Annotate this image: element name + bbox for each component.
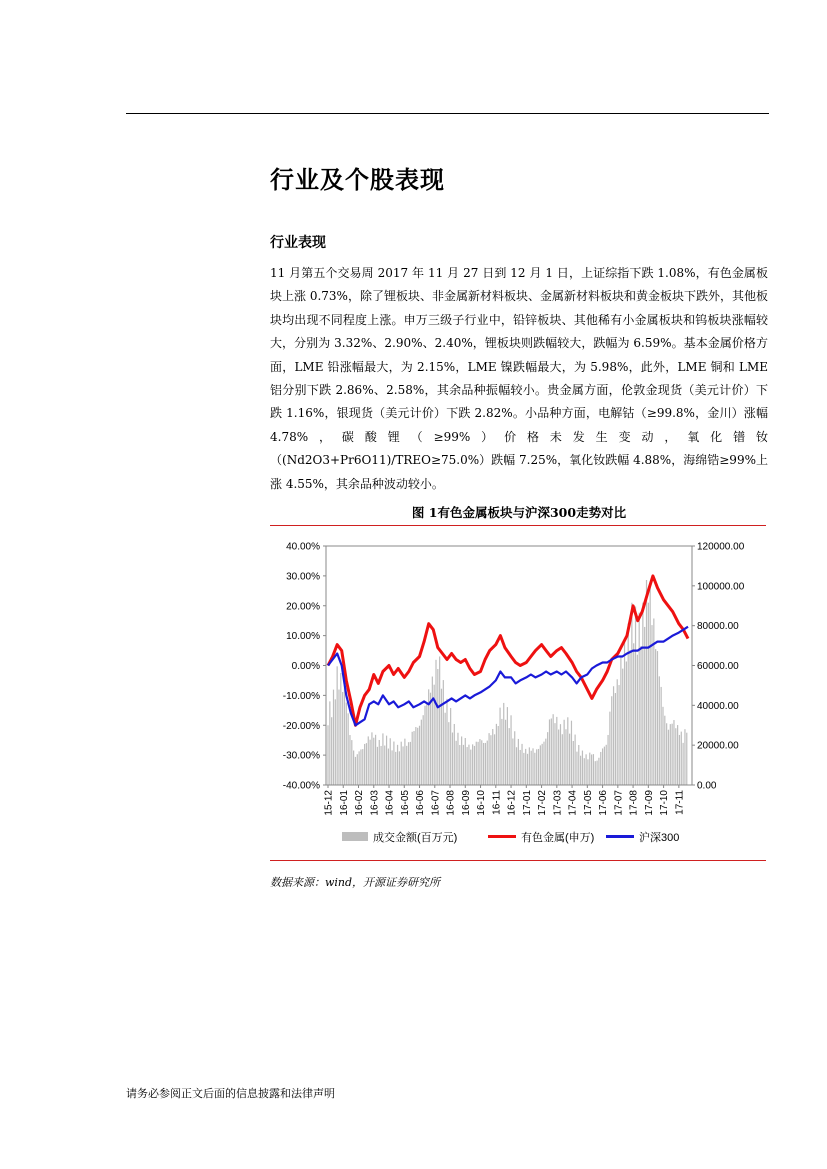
volume-bar [348,713,349,785]
volume-bar [474,746,475,785]
volume-bar [404,739,405,785]
volume-bar [609,712,610,785]
volume-bar [644,627,645,785]
volume-bar [666,723,667,785]
volume-bar [450,708,451,785]
volume-bar [370,740,371,785]
volume-bar [554,723,555,785]
volume-bar [459,745,460,785]
volume-bar [591,755,592,785]
volume-bar [503,703,504,785]
section-title: 行业及个股表现 [270,165,445,194]
volume-bar [684,729,685,785]
volume-bar [675,728,676,785]
x-tick-label: 17-09 [643,790,655,816]
volume-bar [593,754,594,785]
volume-bar [582,751,583,785]
volume-bar [633,643,634,785]
chart-plot-area [327,576,688,785]
volume-bar [390,738,391,785]
volume-bar [637,655,638,785]
volume-bar [470,750,471,785]
volume-bar [681,732,682,785]
volume-bar [483,743,484,785]
volume-bar [683,743,684,785]
volume-bar [670,724,671,785]
volume-bar [595,761,596,785]
volume-bar [509,728,510,785]
x-tick-label: 16-04 [384,790,396,816]
y-left-tick-label: 40.00% [286,541,320,553]
x-tick-label: 17-04 [567,790,579,816]
volume-bar [635,606,636,785]
x-tick-label: 16-01 [338,790,350,816]
volume-bar [646,580,647,785]
x-tick-label: 17-10 [659,790,671,816]
figure-caption: 图 1有色金属板块与沪深300走势对比 [411,505,627,520]
volume-bar [512,738,513,785]
volume-bar [421,720,422,785]
volume-bar [584,758,585,785]
volume-bar [677,725,678,785]
volume-bar [355,757,356,785]
volume-bar [492,729,493,785]
volume-bar [523,753,524,785]
volume-bar [558,730,559,785]
volume-bar [426,703,427,785]
volume-bar [573,741,574,785]
volume-bar [395,752,396,785]
x-tick-label: 17-06 [598,790,610,816]
volume-bar [596,761,597,785]
volume-bar [562,734,563,785]
volume-bar [435,660,436,785]
figure-rule-top [270,525,766,526]
volume-bar [327,725,328,785]
y-left-tick-label: 20.00% [286,601,320,613]
y-right-tick-label: 20000.00 [697,740,739,752]
volume-bar [587,759,588,785]
volume-bar [551,718,552,785]
volume-bar [485,743,486,785]
x-tick-label: 16-07 [430,790,442,816]
x-tick-label: 16-02 [354,790,366,816]
y-left-tick-label: -20.00% [282,720,320,732]
volume-bar [626,661,627,785]
volume-bar [521,744,522,785]
volume-bar [412,732,413,785]
volume-bar [617,679,618,785]
volume-bar [547,732,548,785]
volume-bar [501,719,502,785]
volume-bar [668,730,669,785]
volume-bar [406,746,407,785]
volume-bar [589,753,590,785]
y-left-tick-label: -40.00% [282,780,320,792]
y-right-tick-label: 100000.00 [697,581,745,593]
legend-label: 成交金额(百万元) [373,832,458,844]
volume-bar [556,717,557,785]
volume-bar [549,719,550,785]
volume-bar [424,706,425,785]
volume-bar [366,743,367,785]
chart [270,528,766,858]
volume-bar [611,696,612,785]
volume-bar [353,750,354,785]
volume-bar [575,735,576,785]
volume-bar [629,650,630,785]
volume-bar [662,707,663,785]
volume-bar [397,745,398,785]
y-left-tick-label: -30.00% [282,750,320,762]
volume-bar [580,756,581,785]
volume-bar [538,749,539,785]
subsection-title: 行业表现 [270,235,326,251]
volume-bar [507,707,508,785]
volume-bar [648,603,649,785]
volume-bar [331,717,332,785]
volume-bar [380,746,381,785]
volume-bar [679,735,680,785]
volume-bar [542,744,543,785]
x-tick-label: 17-01 [521,790,533,816]
volume-bar [520,750,521,785]
volume-bar [415,727,416,785]
volume-bar [456,741,457,785]
figure-rule-bottom [270,860,766,861]
volume-bar [379,740,380,785]
volume-bar [490,735,491,785]
x-tick-label: 16-11 [491,790,503,815]
x-tick-label: 17-07 [613,790,625,816]
volume-bar [487,741,488,785]
volume-bar [569,734,570,785]
y-left-tick-label: 0.00% [291,661,320,672]
volume-bar [467,747,468,785]
volume-bar [664,716,665,785]
y-right-tick-label: 40000.00 [697,700,739,712]
y-left-tick-label: 30.00% [286,571,320,583]
volume-bar [423,715,424,785]
volume-bar [586,754,587,785]
y-right-tick-label: 80000.00 [697,621,739,633]
volume-bar [481,740,482,785]
volume-bar [432,677,433,785]
volume-bar [391,750,392,785]
volume-bar [496,724,497,785]
volume-bar [454,724,455,785]
volume-bar [498,726,499,785]
y-left-tick-label: 10.00% [286,631,320,643]
volume-bar [613,686,614,785]
volume-bar [384,746,385,785]
volume-bar [410,742,411,785]
volume-bar [529,747,530,785]
volume-bar [553,714,554,785]
volume-bar [360,749,361,785]
volume-bar [536,749,537,785]
volume-bar [642,603,643,785]
volume-bar [578,745,579,785]
volume-bar [672,724,673,785]
volume-bar [478,742,479,785]
volume-bar [413,731,414,785]
volume-bar [457,733,458,785]
volume-bar [476,742,477,785]
volume-bar [430,693,431,785]
chart-legend [342,830,679,844]
volume-bar [494,734,495,785]
volume-bar [373,738,374,785]
y-right-tick-label: 120000.00 [697,541,745,553]
volume-bar [657,651,658,785]
x-tick-label: 16-10 [476,790,488,816]
volume-bar [631,603,632,785]
volume-bar [393,742,394,785]
volume-bar [351,740,352,785]
y-right-tick-label: 60000.00 [697,661,739,672]
volume-bar [401,742,402,785]
volume-bar [441,689,442,785]
volume-bar [576,752,577,785]
volume-bar [364,744,365,785]
footer-disclaimer: 请务必参阅正文后面的信息披露和法律声明 [126,1087,335,1100]
y-left-tick-label: -10.00% [282,690,320,702]
volume-bar [377,747,378,785]
volume-bar [337,666,338,785]
volume-bar [505,720,506,785]
volume-bar [618,685,619,785]
volume-bar [443,680,444,785]
volume-bar [371,732,372,785]
volume-bar [560,724,561,785]
volume-bar [468,745,469,785]
volume-bar [639,613,640,785]
volume-bar [686,733,687,785]
volume-bar [402,746,403,785]
volume-bar [375,735,376,785]
x-tick-label: 16-03 [369,790,381,816]
volume-bar [368,736,369,785]
volume-bar [419,726,420,785]
volume-bar [651,625,652,785]
volume-bar [382,733,383,785]
volume-bar [472,744,473,785]
volume-bar [386,736,387,785]
body-paragraph: 11 月第五个交易周 2017 年 11 月 27 日到 12 月 1 日，上证综指下跌 1.08%，有色金属板块上涨 0.73%，除了锂板块、非金属新材料板块、金属新材料板块和黄金板块下跌外，其他板块均出现不同程度上涨。申万三级子行业中，铅锌板块、其他稀有小金属板块和钨板块涨幅较大，分别为 3.32%、2.90%、2.40%，锂板块则跌幅较大，跌幅为 6.59%。基本金属价格方面，LME 铅涨幅最大，为 2.15%，LME 镍跌幅最大，为 5.98%，此外，LME 铜和 LME 铝分别下跌 2.86%、2.58%，其余品种振幅较小。贵金属方面，伦敦金现货（美元计价）下跌 1.16%，银现货（美元计价）下跌 2.82%。小品种方面，电解钴（≥99.8%，金川）涨幅 4.78%，碳酸锂（≥99%）价格未发生变动，氧化镨钕（(Nd2O3+Pr6O11)/TREO≥75.0%）跌幅 7.25%，氧化钕跌幅 4.88%，海绵锆≥99%上涨 4.55%，其余品种波动较小。 [270,266,768,491]
x-tick-label: 17-05 [582,790,594,816]
legend-swatch-volume [342,832,368,841]
x-tick-label: 17-03 [552,790,564,816]
volume-bar [359,751,360,785]
volume-bar [514,731,515,785]
volume-bar [357,754,358,785]
volume-bar [452,733,453,785]
x-tick-label: 17-08 [628,790,640,816]
x-tick-label: 16-08 [445,790,457,816]
volume-bar [445,713,446,785]
x-tick-label: 16-09 [460,790,472,816]
volume-bar [344,683,345,785]
x-tick-label: 16-06 [415,790,427,816]
volume-bar [362,749,363,785]
volume-bar [650,586,651,785]
volume-bar [620,658,621,785]
x-tick-label: 15-12 [323,790,335,816]
volume-bar [565,729,566,785]
x-tick-label: 17-11 [674,790,686,815]
volume-bar [534,753,535,785]
y-right-tick-label: 0.00 [697,780,717,792]
volume-bar [624,640,625,785]
volume-bar [446,699,447,785]
volume-bar [531,751,532,785]
volume-bar [417,728,418,785]
volume-bar [437,669,438,785]
volume-bar [655,649,656,785]
volume-bar [488,733,489,785]
volume-bar [661,687,662,785]
volume-bar [349,735,350,785]
x-tick-label: 16-05 [399,790,411,816]
volume-bar [335,699,336,785]
volume-bar [399,751,400,785]
volume-bar [615,693,616,785]
volume-bar [567,717,568,785]
volume-bar [525,749,526,785]
legend-label: 有色金属(申万) [521,832,595,844]
x-tick-label: 16-12 [506,790,518,816]
volume-bar [516,747,517,785]
volume-bar [628,624,629,785]
volume-bar [338,690,339,785]
header-rule [126,113,769,114]
volume-bar [564,720,565,785]
volume-bar [439,656,440,785]
volume-bar [346,703,347,785]
volume-bar [545,739,546,785]
volume-bar [465,738,466,785]
volume-bar [607,735,608,785]
volume-bar [571,721,572,785]
volume-bar [408,742,409,785]
volume-bar [532,748,533,785]
volume-bar [606,745,607,785]
volume-bar [333,690,334,785]
volume-bar [540,745,541,785]
volume-bar [600,752,601,785]
volume-bar [604,747,605,785]
volume-bar [518,739,519,785]
volume-bar [640,646,641,785]
volume-bar [329,701,330,785]
volume-bar [673,720,674,785]
volume-bar [543,742,544,785]
legend-label: 沪深300 [639,832,680,844]
volume-bar [479,739,480,785]
volume-bar [602,748,603,785]
volume-bar [388,749,389,785]
volume-bar [499,708,500,785]
volume-bar [527,754,528,785]
volume-bar [342,692,343,785]
volume-bar [659,676,660,785]
volume-bar [461,736,462,785]
volume-bar [510,715,511,785]
volume-bar [448,722,449,785]
volume-bar [598,758,599,785]
volume-bar [622,669,623,785]
volume-bar [463,745,464,785]
x-tick-label: 17-02 [537,790,549,816]
source-note: 数据来源：wind，开源证券研究所 [270,876,441,889]
volume-bar [340,673,341,785]
